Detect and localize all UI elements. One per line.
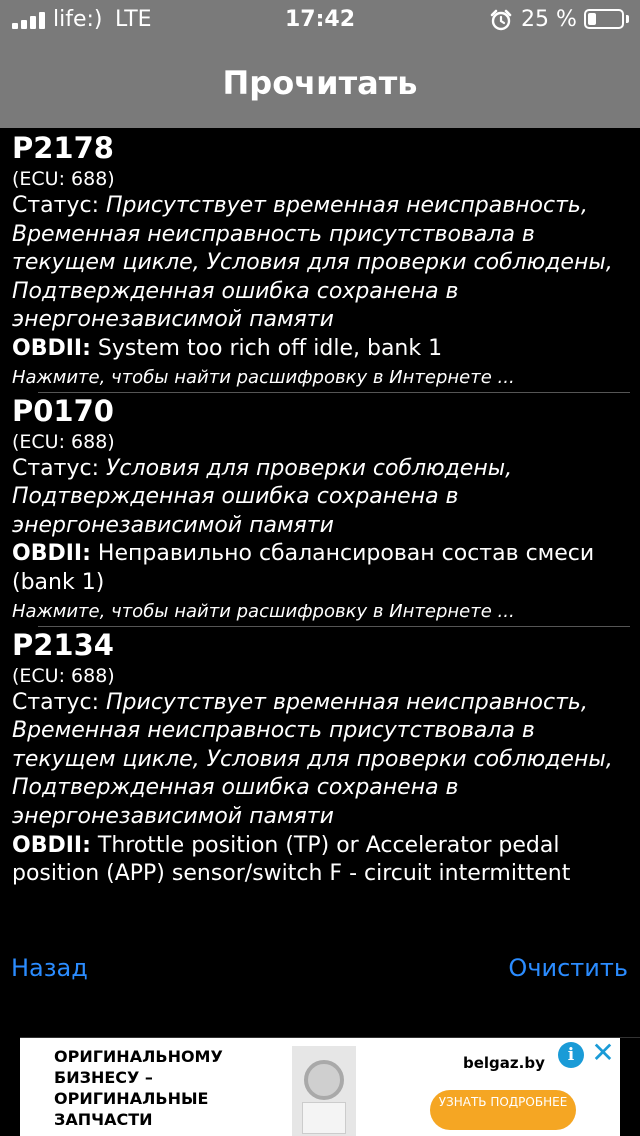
page-title: Прочитать — [222, 64, 418, 102]
network-type: LTE — [115, 7, 152, 32]
trouble-code-item[interactable] — [0, 393, 640, 626]
obd-label: OBDII: — [12, 541, 91, 567]
obd-value: Неправильно сбалансирован состав смеси (bank 1) — [12, 541, 595, 595]
code-status — [12, 689, 628, 832]
clear-button[interactable]: Очистить — [508, 954, 628, 982]
ecu-id: (ECU: 688) — [12, 430, 115, 453]
battery-icon — [584, 9, 624, 29]
obd-description — [12, 540, 628, 597]
status-label: Статус: — [12, 193, 100, 218]
status-value: Присутствует временная неисправность, Временная неисправность присутствовала в текущем цикле, Условия для проверки соблюдены, Подтвержденная ошибка сохранена в энергонезависимой памяти — [12, 193, 613, 333]
carrier-name: life:) — [53, 7, 103, 32]
search-online-link[interactable]: Нажмите, чтобы найти расшифровку в Интернете ... — [12, 600, 515, 622]
trouble-code: P2134 — [12, 627, 114, 662]
obd-value: System too rich off idle, bank 1 — [97, 335, 443, 361]
navigation-bar — [0, 40, 640, 128]
trouble-code: P0170 — [12, 393, 114, 428]
obd-value: Throttle position (TP) or Accelerator pedal position (APP) sensor/switch F - circuit intermittent — [12, 832, 571, 887]
search-online-link[interactable]: Нажмите, чтобы найти расшифровку в Интернете ... — [12, 366, 515, 388]
obd-label: OBDII: — [12, 335, 91, 361]
status-time: 17:42 — [284, 7, 356, 32]
obd-description — [12, 335, 628, 364]
status-label: Статус: — [12, 455, 100, 481]
ecu-id: (ECU: 688) — [12, 168, 115, 190]
ad-banner[interactable] — [20, 1038, 620, 1136]
status-bar — [0, 0, 640, 40]
trouble-code: P2178 — [12, 131, 114, 165]
ad-cta-button[interactable]: УЗНАТЬ ПОДРОБНЕЕ — [430, 1090, 576, 1130]
trouble-code-item[interactable] — [0, 130, 640, 392]
obd-label: OBDII: — [12, 832, 91, 858]
ad-close-icon[interactable]: ✕ — [591, 1038, 615, 1069]
obd-description — [12, 832, 628, 889]
alarm-clock-icon — [489, 8, 513, 32]
back-button[interactable]: Назад — [11, 954, 88, 982]
code-status — [12, 192, 628, 335]
ad-headline[interactable]: ОРИГИНАЛЬНОМУ БИЗНЕСУ – ОРИГИНАЛЬНЫЕ ЗАПЧАСТИ — [54, 1047, 223, 1129]
code-status — [12, 455, 628, 541]
battery-percent: 25 % — [521, 7, 577, 32]
status-value: Присутствует временная неисправность, Временная неисправность присутствовала в текущем цикле, Условия для проверки соблюдены, Подтвержденная ошибка сохранена в энергонезависимой памяти — [12, 689, 613, 829]
ad-brand[interactable]: belgaz.by — [463, 1054, 545, 1072]
status-label: Статус: — [12, 689, 100, 715]
ecu-id: (ECU: 688) — [12, 664, 115, 687]
status-value: Условия для проверки соблюдены, Подтвержденная ошибка сохранена в энергонезависимой памяти — [12, 455, 513, 538]
trouble-code-item[interactable] — [0, 627, 640, 889]
trouble-code-list — [0, 130, 640, 889]
battery-tip — [626, 15, 629, 23]
brake-disc-image[interactable] — [292, 1046, 356, 1136]
ad-info-icon[interactable]: i — [558, 1042, 584, 1068]
